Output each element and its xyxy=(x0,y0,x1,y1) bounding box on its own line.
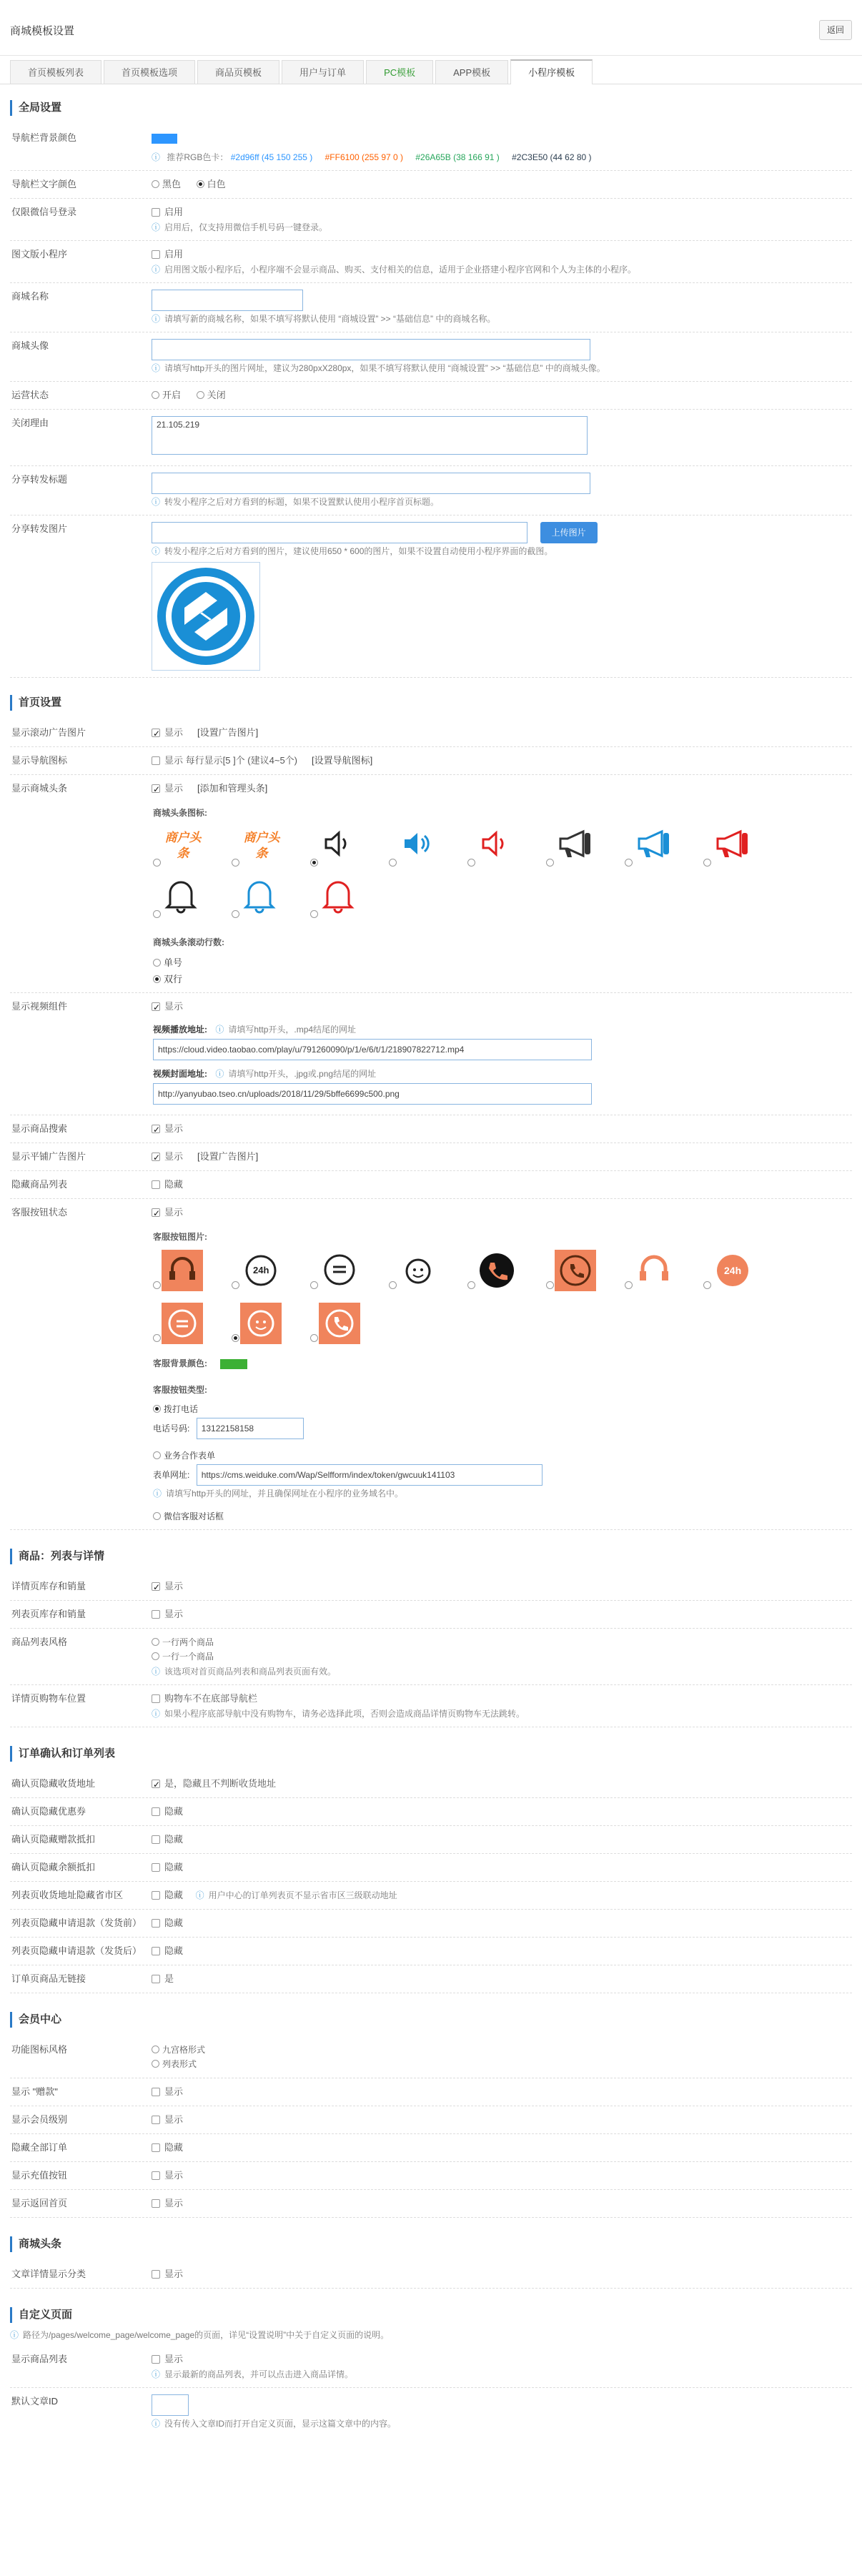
field-label: 确认页隐藏收货地址 xyxy=(11,1778,96,1789)
support-24h-icon xyxy=(240,1250,282,1291)
hide-orders-checkbox[interactable]: 隐藏 xyxy=(152,2142,183,2153)
cs-icon-option[interactable] xyxy=(389,1250,467,1293)
section-title: 会员中心 xyxy=(10,2012,852,2028)
radio-wechat-dialog[interactable]: 微信客服对话框 xyxy=(153,1510,852,1522)
level-row xyxy=(10,2106,852,2134)
hide-address-checkbox[interactable]: ✓ 是，隐藏且不判断收货地址 xyxy=(152,1778,276,1789)
info-icon: ⓘ xyxy=(152,497,161,507)
hide-balance-row xyxy=(10,1826,852,1854)
hide-points-row xyxy=(10,1854,852,1882)
radio-open[interactable]: 开启 xyxy=(152,390,181,400)
article-id-input[interactable] xyxy=(152,2394,189,2416)
cart-row xyxy=(10,1685,852,1727)
radio-black[interactable]: 黑色 xyxy=(152,179,181,189)
member-settings-section xyxy=(10,2012,852,2218)
video-url-input[interactable] xyxy=(153,1039,592,1060)
nav-bg-color-picker[interactable] xyxy=(152,134,177,144)
color-chip-orange: #FF6100 (255 97 0 ) xyxy=(325,152,404,162)
video-block xyxy=(10,1020,852,1115)
shop-headline-orange-icon: 商户头条 xyxy=(164,831,202,860)
order-settings-section xyxy=(10,1746,852,1993)
section-title: 自定义页面 xyxy=(10,2307,852,2323)
field-label: 分享转发图片 xyxy=(11,523,68,534)
field-label: 列表页隐藏申请退款（发货后） xyxy=(11,1945,142,1956)
no-link-checkbox[interactable]: 是 xyxy=(152,1973,174,1984)
bell-black-icon xyxy=(163,877,199,914)
radio-single-row[interactable]: 单号 xyxy=(153,955,852,969)
share-image-preview xyxy=(152,562,260,671)
headline-row xyxy=(10,775,852,802)
sub-title: 客服按钮图片: xyxy=(153,1232,207,1242)
hint-text: 如果小程序底部导航中没有购物车，请务必选择此项，否则会造成商品详情页购物车无法跳转。 xyxy=(164,1709,525,1719)
cs-icon-option[interactable] xyxy=(467,1250,546,1293)
info-icon: ⓘ xyxy=(152,265,161,275)
set-banner-link[interactable]: [设置广告图片] xyxy=(197,727,259,738)
headline-icon-option[interactable] xyxy=(546,826,625,872)
text-mini-checkbox[interactable]: 启用 xyxy=(152,247,852,262)
home-settings-section xyxy=(10,695,852,1530)
field-label: 显示充值按钮 xyxy=(11,2170,68,2181)
hint-text: 转发小程序之后对方看到的标题，如果不设置默认使用小程序首页标题。 xyxy=(164,497,440,507)
cs-icon-option[interactable] xyxy=(153,1250,232,1293)
goods-settings-section xyxy=(10,1549,852,1727)
set-flat-ad-link[interactable]: [设置广告图片] xyxy=(197,1151,259,1162)
field-label: 功能图标风格 xyxy=(11,2044,68,2055)
speaker-blue-icon xyxy=(399,826,435,862)
headline-icon-option[interactable] xyxy=(153,826,232,872)
wallet-checkbox[interactable]: 显示 xyxy=(152,2086,183,2097)
close-reason-textarea[interactable] xyxy=(152,416,588,455)
wallet-row xyxy=(10,2078,852,2106)
field-label: 列表页隐藏申请退款（发货前） xyxy=(11,1918,142,1928)
no-link-row xyxy=(10,1965,852,1993)
phone-label: 电话号码: xyxy=(153,1423,190,1433)
speaker-black-icon xyxy=(320,826,356,862)
list-address-checkbox[interactable]: 隐藏 xyxy=(152,1890,183,1900)
cs-icon-option[interactable] xyxy=(310,1250,389,1293)
hide-address-row xyxy=(10,1770,852,1798)
headline-icon-option[interactable] xyxy=(389,826,467,872)
bell-blue-icon xyxy=(242,877,277,914)
hide-list-checkbox[interactable]: 隐藏 xyxy=(152,1179,183,1190)
form-label: 表单网址: xyxy=(153,1470,190,1480)
upload-image-button[interactable]: 上传图片 xyxy=(540,522,598,543)
hint-text: 该选项对首页商品列表和商品列表页面有效。 xyxy=(164,1667,337,1677)
field-label: 显示返回首页 xyxy=(11,2198,68,2209)
tab-miniprogram-template[interactable]: 小程序模板 xyxy=(510,59,593,84)
field-label: 隐藏商品列表 xyxy=(11,1179,68,1190)
level-checkbox[interactable]: 显示 xyxy=(152,2114,183,2125)
article-cat-row xyxy=(10,2261,852,2289)
info-icon: ⓘ xyxy=(152,1709,161,1719)
header xyxy=(0,0,862,56)
info-icon: ⓘ xyxy=(152,2419,161,2429)
sub-title: 客服按钮类型: xyxy=(153,1385,207,1395)
color-chip-blue: #2d96ff (45 150 255 ) xyxy=(230,152,313,162)
shop-name-input[interactable] xyxy=(152,290,303,311)
func-icon-row xyxy=(10,2036,852,2078)
hint-text: 请填写http开头，.mp4结尾的网址 xyxy=(228,1025,357,1035)
hint-text: 转发小程序之后对方看到的图片，建议使用650 * 600的图片，如果不设置自动使用小程序界面的截图。 xyxy=(164,546,553,556)
goods-list-row xyxy=(10,2346,852,2388)
field-label: 显示滚动广告图片 xyxy=(11,727,86,738)
field-label: 关闭理由 xyxy=(11,418,49,428)
detail-stock-row xyxy=(10,1573,852,1601)
radio-double-row[interactable]: 双行 xyxy=(153,972,852,985)
color-chip-green: #26A65B (38 166 91 ) xyxy=(415,152,500,162)
cs-row xyxy=(10,1199,852,1226)
list-stock-row xyxy=(10,1601,852,1629)
headline-icons-block xyxy=(10,802,852,993)
field-label: 确认页隐藏赠款抵扣 xyxy=(11,1834,96,1845)
recharge-checkbox[interactable]: 显示 xyxy=(152,2170,183,2181)
status-row xyxy=(10,382,852,410)
cs-checkbox[interactable]: ✓ 显示 xyxy=(152,1207,183,1218)
cart-checkbox[interactable]: 购物车不在底部导航栏 xyxy=(152,1692,852,1706)
refund-before-row xyxy=(10,1910,852,1938)
field-label: 列表页库存和销量 xyxy=(11,1609,86,1619)
hide-points-checkbox[interactable]: 隐藏 xyxy=(152,1862,183,1872)
headline-icon-option[interactable] xyxy=(310,877,389,923)
phone-orange-icon xyxy=(319,1303,360,1344)
field-label: 显示商品列表 xyxy=(11,2354,68,2364)
field-label: 显示平铺广告图片 xyxy=(11,1151,86,1162)
headline-icon-option[interactable] xyxy=(310,826,389,872)
share-image-row xyxy=(10,515,852,678)
field-label: 默认文章ID xyxy=(11,2396,59,2407)
sub-title: 商城头条图标: xyxy=(153,808,207,818)
hint-text: 用户中心的订单列表页不显示省市区三级联动地址 xyxy=(208,1890,397,1900)
hide-coupon-row xyxy=(10,1798,852,1826)
field-label: 列表页收货地址隐藏省市区 xyxy=(11,1890,124,1900)
custom-page-section xyxy=(10,2307,852,2437)
radio-business-form[interactable]: 业务合作表单 xyxy=(153,1449,852,1461)
refund-after-checkbox[interactable]: 隐藏 xyxy=(152,1945,183,1956)
hide-coupon-checkbox[interactable]: 隐藏 xyxy=(152,1806,183,1817)
hint-text: 启用图文版小程序后，小程序端不会显示商品、购买、支付相关的信息，适用于企业搭建小程序官网和个人为主体的小程序。 xyxy=(164,265,637,275)
form-url-input[interactable] xyxy=(197,1464,543,1486)
field-label: 显示商城头条 xyxy=(11,783,68,794)
field-label: 显示导航图标 xyxy=(11,755,68,766)
headline-checkbox[interactable]: ✓ 显示 xyxy=(152,783,183,794)
chat-orange-icon xyxy=(162,1303,203,1344)
field-label: 隐藏全部订单 xyxy=(11,2142,68,2153)
shop-name-row xyxy=(10,283,852,332)
share-image-input[interactable] xyxy=(152,522,527,543)
cs-icon-option[interactable] xyxy=(153,1303,232,1346)
phone-input[interactable] xyxy=(197,1418,304,1439)
field-label: 详情页库存和销量 xyxy=(11,1581,86,1592)
section-title: 商城头条 xyxy=(10,2236,852,2252)
hide-orders-row xyxy=(10,2134,852,2162)
hint-text: 请填写http开头的网址，并且确保网址在小程序的业务域名中。 xyxy=(166,1489,404,1499)
search-checkbox[interactable]: ✓ 显示 xyxy=(152,1123,183,1134)
hint-text: 请填写http开头的图片网址，建议为280pxX280px，如果不填写将默认使用 “商城设置” >> “基础信息” 中的商城头像。 xyxy=(164,363,605,373)
headline-icon-option[interactable] xyxy=(625,826,703,872)
field-label: 商城名称 xyxy=(11,291,49,302)
return-home-row xyxy=(10,2190,852,2218)
field-label: 订单页商品无链接 xyxy=(11,1973,86,1984)
headline-icon-option[interactable] xyxy=(467,826,546,872)
recharge-row xyxy=(10,2162,852,2190)
list-style-row xyxy=(10,1629,852,1685)
chat-bubble-icon xyxy=(319,1250,360,1291)
video-row xyxy=(10,993,852,1020)
radio-white[interactable]: 白色 xyxy=(197,179,226,189)
flat-ad-row xyxy=(10,1143,852,1171)
goods-list-checkbox[interactable]: 显示 xyxy=(152,2352,852,2367)
field-label: 详情页购物车位置 xyxy=(11,1693,86,1704)
shop-avatar-row xyxy=(10,332,852,382)
hint-text: 请填写http开头，.jpg或.png结尾的网址 xyxy=(228,1069,377,1079)
field-label: 分享转发标题 xyxy=(11,474,68,485)
back-button[interactable]: 返回 xyxy=(819,20,852,40)
cs-icon-option[interactable] xyxy=(546,1250,625,1293)
smile-orange-icon xyxy=(240,1303,282,1344)
cs-icon-option[interactable] xyxy=(232,1250,310,1293)
refund-before-checkbox[interactable]: 隐藏 xyxy=(152,1918,183,1928)
hide-balance-checkbox[interactable]: 隐藏 xyxy=(152,1834,183,1845)
hint-text: 显示最新的商品列表，并可以点击进入商品详情。 xyxy=(164,2369,354,2379)
return-home-checkbox[interactable]: 显示 xyxy=(152,2198,183,2209)
page-title: 商城模板设置 xyxy=(10,25,75,37)
set-nav-icons-link[interactable]: [设置导航图标] xyxy=(312,755,373,766)
cs-bg-color-picker[interactable] xyxy=(220,1359,247,1369)
info-icon: ⓘ xyxy=(215,1069,224,1079)
info-icon: ⓘ xyxy=(152,2369,161,2379)
support-24h-orange-icon xyxy=(712,1250,753,1291)
tab-home-template-options[interactable]: 首页模板选项 xyxy=(104,60,195,84)
headline-icon-option[interactable] xyxy=(232,877,310,923)
share-logo-icon xyxy=(156,566,256,666)
headline-icon-option[interactable] xyxy=(703,826,782,872)
color-chip-dark: #2C3E50 (44 62 80 ) xyxy=(512,152,592,162)
hint-text: 没有传入文章ID而打开自定义页面，显示这篇文章中的内容。 xyxy=(164,2419,397,2429)
headset-icon xyxy=(162,1250,203,1291)
cs-block xyxy=(10,1226,852,1530)
info-icon: ⓘ xyxy=(10,2330,19,2340)
list-stock-checkbox[interactable]: 显示 xyxy=(152,1609,183,1619)
wechat-login-checkbox[interactable]: 启用 xyxy=(152,205,852,219)
hint-text: 请填写新的商城名称，如果不填写将默认使用 “商城设置” >> “基础信息” 中的商城名称。 xyxy=(164,314,496,324)
section-title: 首页设置 xyxy=(10,695,852,711)
field-label: 显示 "赠款" xyxy=(11,2086,58,2097)
nav-text-color-row xyxy=(10,171,852,199)
tab-goods-template[interactable]: 商品页模板 xyxy=(197,60,279,84)
phone-outline-icon xyxy=(555,1250,596,1291)
field-label: 显示商品搜索 xyxy=(11,1123,68,1134)
info-icon: ⓘ xyxy=(152,152,161,162)
svg-text:24h: 24h xyxy=(724,1265,742,1276)
flat-ad-checkbox[interactable]: ✓ 显示 xyxy=(152,1151,183,1162)
phone-black-icon xyxy=(476,1250,517,1291)
field-label: 显示视频组件 xyxy=(11,1001,68,1012)
article-id-row xyxy=(10,2388,852,2437)
tab-app-template[interactable]: APP模板 xyxy=(435,60,508,84)
banner-checkbox[interactable]: ✓ 显示 xyxy=(152,727,183,738)
cs-icon-option[interactable] xyxy=(625,1250,703,1293)
field-label: 商品列表风格 xyxy=(11,1637,68,1647)
headline-settings-section xyxy=(10,2236,852,2289)
speaker-red-icon xyxy=(477,826,513,862)
hint-text: 路径为/pages/welcome_page/welcome_page的页面，详见“设置说明”中关于自定义页面的说明。 xyxy=(23,2330,390,2340)
info-icon: ⓘ xyxy=(152,314,161,324)
field-label: 商城头像 xyxy=(11,340,49,351)
text-mini-row xyxy=(10,241,852,283)
close-reason-row xyxy=(10,410,852,466)
shop-headline-orange2-icon: 商户头条 xyxy=(243,831,280,860)
radio-grid-style[interactable]: 九宫格形式 xyxy=(152,2043,852,2057)
wechat-login-row xyxy=(10,199,852,241)
article-cat-checkbox[interactable]: 显示 xyxy=(152,2269,183,2279)
radio-two-per-row[interactable]: 一行两个商品 xyxy=(152,1635,852,1649)
bell-red-icon xyxy=(320,877,356,914)
field-label: 仅限微信号登录 xyxy=(11,207,77,217)
radio-call-phone[interactable]: 拨打电话 xyxy=(153,1403,852,1415)
megaphone-red-icon xyxy=(713,826,753,862)
field-label: 确认页隐藏余额抵扣 xyxy=(11,1862,96,1872)
field-label: 确认页隐藏优惠券 xyxy=(11,1806,86,1817)
field-label: 导航栏文字颜色 xyxy=(11,179,77,189)
field-label: 运营状态 xyxy=(11,390,49,400)
section-title: 商品：列表与详情 xyxy=(10,1549,852,1564)
cs-icon-option[interactable] xyxy=(703,1250,782,1293)
share-title-row xyxy=(10,466,852,515)
cs-icon-option[interactable] xyxy=(310,1303,389,1346)
sub-title: 视频播放地址: xyxy=(153,1025,207,1035)
nav-bg-row xyxy=(10,124,852,171)
radio-close[interactable]: 关闭 xyxy=(197,390,226,400)
nav-icons-row xyxy=(10,747,852,775)
field-label: 显示会员级别 xyxy=(11,2114,68,2125)
info-icon: ⓘ xyxy=(153,1489,162,1499)
search-row xyxy=(10,1115,852,1143)
tab-user-order[interactable]: 用户与订单 xyxy=(282,60,364,84)
sub-title: 客服背景颜色: xyxy=(153,1358,207,1368)
info-icon: ⓘ xyxy=(152,546,161,556)
video-cover-input[interactable] xyxy=(153,1083,592,1105)
info-icon: ⓘ xyxy=(195,1890,204,1900)
headset-orange-icon xyxy=(633,1250,675,1291)
smile-headset-icon xyxy=(397,1250,439,1291)
svg-text:24h: 24h xyxy=(253,1265,269,1275)
field-label: 图文版小程序 xyxy=(11,249,68,260)
megaphone-blue-icon xyxy=(635,826,675,862)
tab-pc-template[interactable]: PC模板 xyxy=(366,60,433,84)
headline-icon-option[interactable] xyxy=(153,877,232,923)
sub-title: 商城头条滚动行数: xyxy=(153,937,224,947)
video-checkbox[interactable]: ✓ 显示 xyxy=(152,1001,183,1012)
global-settings-section xyxy=(10,100,852,678)
hint-text: 推荐RGB色卡： xyxy=(167,152,229,162)
info-icon: ⓘ xyxy=(152,1667,161,1677)
megaphone-black-icon xyxy=(556,826,596,862)
headline-icon-option[interactable] xyxy=(232,826,310,872)
field-label: 导航栏背景颜色 xyxy=(11,132,77,143)
share-title-input[interactable] xyxy=(152,473,590,494)
nav-icons-checkbox[interactable]: 显示 每行显示[5 ]个 (建议4~5个) xyxy=(152,755,297,766)
hint-text: 启用后，仅支持用微信手机号码一键登录。 xyxy=(164,222,328,232)
list-address-row xyxy=(10,1882,852,1910)
radio-list-style[interactable]: 列表形式 xyxy=(152,2057,852,2071)
cs-icon-option[interactable] xyxy=(232,1303,310,1346)
banner-row xyxy=(10,719,852,747)
field-label: 客服按钮状态 xyxy=(11,1207,68,1218)
section-title: 全局设置 xyxy=(10,100,852,116)
shop-avatar-input[interactable] xyxy=(152,339,590,360)
tab-bar xyxy=(0,56,862,84)
hide-list-row xyxy=(10,1171,852,1199)
info-icon: ⓘ xyxy=(215,1025,224,1035)
field-label: 文章详情显示分类 xyxy=(11,2269,86,2279)
manage-headline-link[interactable]: [添加和管理头条] xyxy=(197,783,268,794)
detail-stock-checkbox[interactable]: ✓ 显示 xyxy=(152,1581,183,1592)
info-icon: ⓘ xyxy=(152,363,161,373)
info-icon: ⓘ xyxy=(152,222,161,232)
radio-one-per-row[interactable]: 一行一个商品 xyxy=(152,1649,852,1664)
tab-home-template-list[interactable]: 首页模板列表 xyxy=(10,60,101,84)
refund-after-row xyxy=(10,1938,852,1965)
sub-title: 视频封面地址: xyxy=(153,1069,207,1079)
section-title: 订单确认和订单列表 xyxy=(10,1746,852,1762)
